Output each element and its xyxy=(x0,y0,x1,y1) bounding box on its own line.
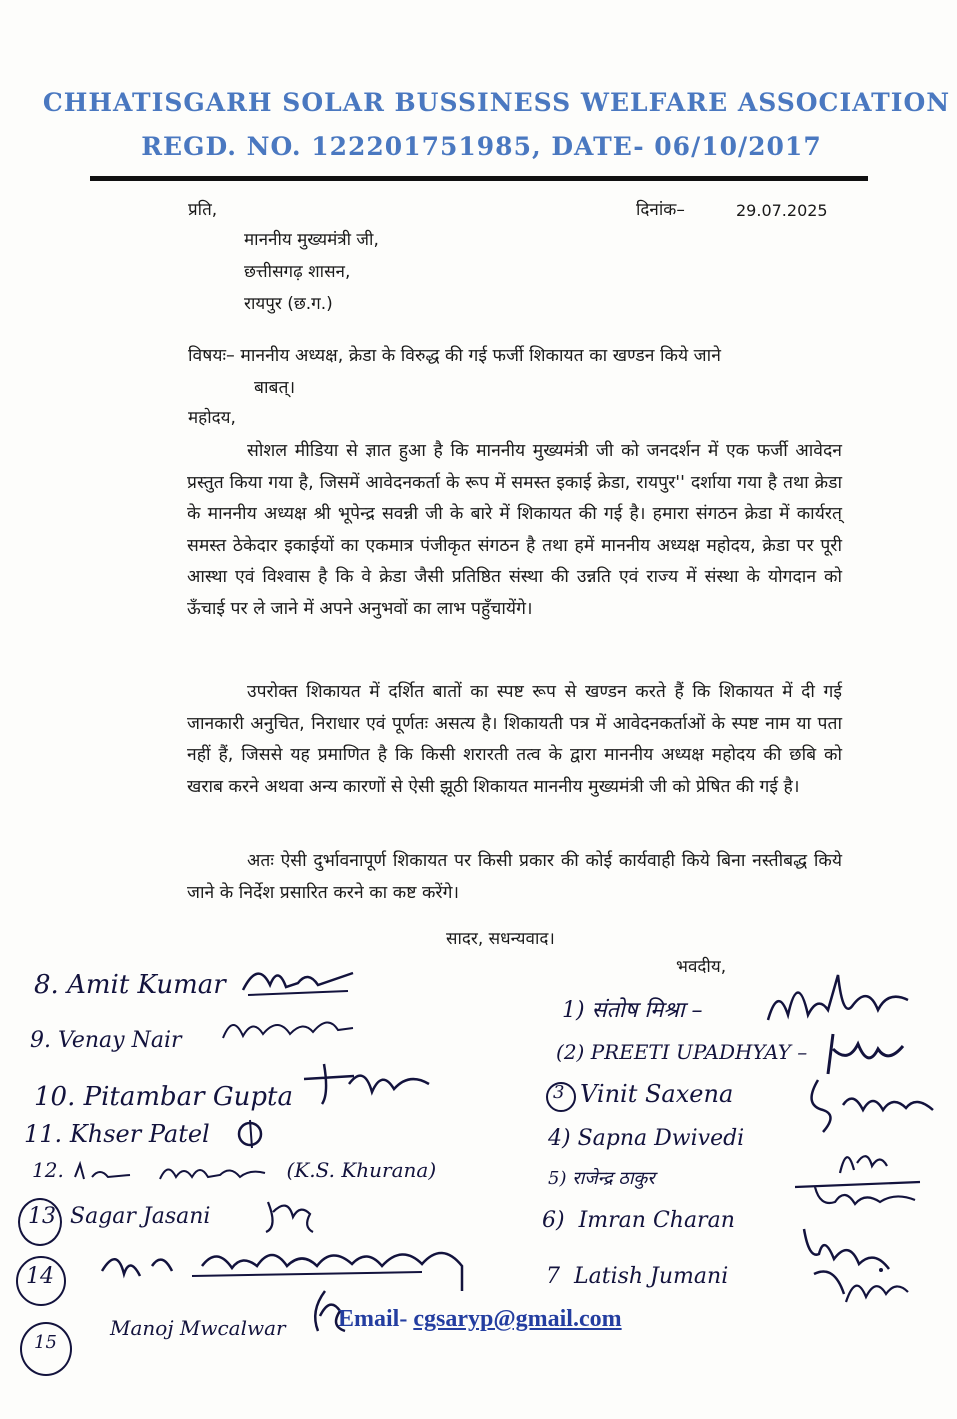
header-divider xyxy=(90,176,868,181)
subject-line-continued: बाबत्। xyxy=(254,378,296,398)
signature-mark xyxy=(790,1172,930,1216)
signatory-left-15: Manoj Mwcalwar xyxy=(110,1316,286,1340)
signatory-right-6: 6) Imran Charan xyxy=(542,1208,735,1233)
signature-mark xyxy=(238,955,358,1008)
to-label: प्रति, xyxy=(188,200,218,220)
email-line: Email- cgsaryp@gmail.com xyxy=(338,1306,622,1332)
email-link[interactable]: cgsaryp@gmail.com xyxy=(413,1306,622,1332)
date-value: 29.07.2025 xyxy=(736,201,828,220)
signatory-right-3-number: 3 xyxy=(553,1082,565,1103)
signature-mark xyxy=(798,1070,948,1144)
signature-mark xyxy=(218,1008,358,1052)
date-label: दिनांक– xyxy=(636,200,685,220)
signatory-right-2: (2) PREETI UPADHYAY – xyxy=(556,1040,808,1064)
salutation: महोदय, xyxy=(188,408,236,428)
signatory-left-13: 13 Sagar Jasani xyxy=(28,1204,211,1229)
body-paragraph-1: सोशल मीडिया से ज्ञात हुआ है कि माननीय मुख्यमंत्री जी को जनदर्शन में एक फर्जी आवेदन प्रस्तुत किया गया है, जिसमें आवेदनकर्ता के रूप में समस्त इकाई क्रेडा, रायपुर'' दर्शाया गया है तथा क्रेडा के माननीय अध्यक्ष श्री भूपेन्द्र सवन्नी जी के बारे में शिकायत की गई है। हमारा संगठन क्रेडा में कार्यरत् समस्त ठेकेदार इकाईयों का एकमात्र पंजीकृत संगठन है तथा हमें माननीय अध्यक्ष महोदय, क्रेडा पर पूरी आस्था एवं विश्वास है कि वे क्रेडा जैसी प्रतिष्ठित संस्था की उन्नति एवं राज्य में संस्था के योगदान को ऊँचाई पर ले जाने में अपने अनुभवों का लाभ पहुँचायेंगे। xyxy=(187,441,842,619)
body-paragraph-3: अतः ऐसी दुर्भावनापूर्ण शिकायत पर किसी प्रकार की कोई कार्यवाही किये बिना नस्तीबद्ध किये जाने के निर्देश प्रसारित करने का कष्ट करेंगे। xyxy=(187,851,842,903)
recipient-line: छत्तीसगढ़ शासन, xyxy=(244,262,351,282)
signatory-left-14: 14 xyxy=(26,1264,54,1289)
recipient-line: माननीय मुख्यमंत्री जी, xyxy=(244,230,379,250)
signatory-left-15-number: 15 xyxy=(34,1332,57,1353)
signature-mark xyxy=(92,1236,472,1300)
subject-line: विषयः– माननीय अध्यक्ष, क्रेडा के विरुद्ध की गई फर्जी शिकायत का खण्डन किये जाने xyxy=(188,346,721,366)
signatory-left-8: 8. Amit Kumar xyxy=(34,970,226,1000)
signatory-right-7: 7 Latish Jumani xyxy=(546,1264,729,1289)
signatory-left-10: 10. Pitambar Gupta xyxy=(34,1082,293,1112)
recipient-line: रायपुर (छ.ग.) xyxy=(244,294,333,314)
signature-mark xyxy=(836,1262,916,1316)
signature-mark xyxy=(232,1116,272,1155)
signatory-left-12: 12. (K.S. Khurana) xyxy=(32,1158,437,1182)
closing: सादर, सधन्यवाद। xyxy=(446,929,555,949)
signatory-right-3: Vinit Saxena xyxy=(580,1080,734,1108)
yours-faithfully: भवदीय, xyxy=(676,957,727,977)
signatory-right-5: 5) राजेन्द्र ठाकुर xyxy=(548,1168,655,1189)
body-paragraph-2: उपरोक्त शिकायत में दर्शित बातों का स्पष्ट रूप से खण्डन करते हैं कि शिकायत में दी गई जानकारी अनुचित, निराधार एवं पूर्णतः असत्य है। शिकायती पत्र में आवेदनकर्ताओं के स्पष्ट नाम या पता नहीं हैं, जिससे यह प्रमाणित है कि किसी शरारती तत्व के द्वारा माननीय अध्यक्ष महोदय की छबि को खराब करने अथवा अन्य कारणों से ऐसी झूठी शिकायत माननीय मुख्यमंत्री जी को प्रेषित की गई है। xyxy=(187,682,842,797)
signature-mark xyxy=(294,1054,434,1113)
registration-line: REGD. NO. 122201751985, DATE- 06/10/2017 xyxy=(141,132,822,161)
signatory-right-4: 4) Sapna Dwivedi xyxy=(548,1126,745,1151)
signatory-right-1: 1) संतोष मिश्रा – xyxy=(562,998,703,1023)
signature-mark xyxy=(258,1192,318,1241)
signatory-left-9: 9. Venay Nair xyxy=(30,1028,182,1053)
organization-name: CHHATISGARH SOLAR BUSSINESS WELFARE ASSOCIATION xyxy=(42,88,951,117)
signatory-left-11: 11. Khser Patel xyxy=(24,1120,210,1148)
